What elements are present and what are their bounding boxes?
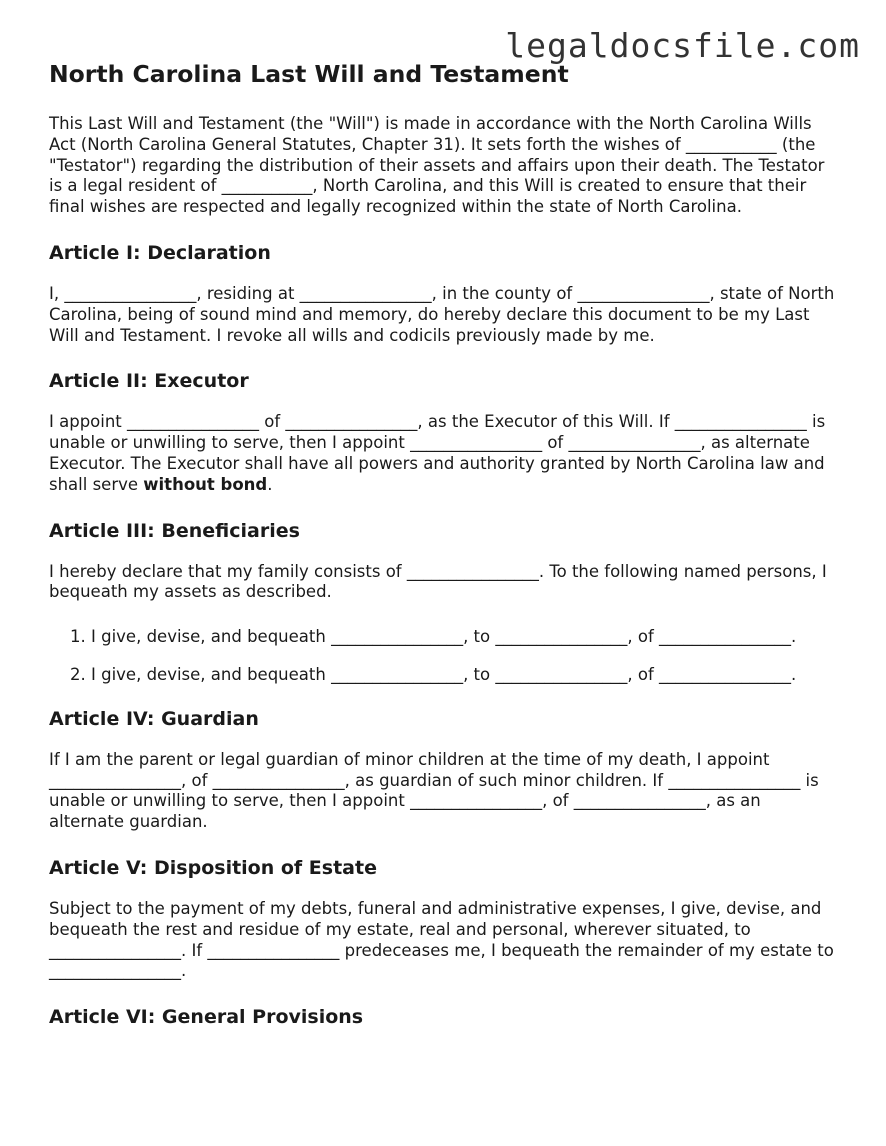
bequest-item-2: 2. I give, devise, and bequeath ________________, to ________________, of ________________.	[91, 665, 839, 686]
article-4-heading: Article IV: Guardian	[49, 707, 259, 730]
article-5-heading: Article V: Disposition of Estate	[49, 856, 377, 879]
article-1-heading: Article I: Declaration	[49, 241, 271, 264]
article-6-heading: Article VI: General Provisions	[49, 1006, 364, 1029]
article-3-text: I hereby declare that my family consists of ________________. To the following named persons, I bequeath my assets as described.	[49, 561, 827, 602]
article-5-text: Subject to the payment of my debts, funeral and administrative expenses, I give, devise, and bequeath the rest and residue of my estate, real and personal, wherever situated, to ________________. If ________________ predeceases me, I bequeath the remainder of my estate to ________________.	[49, 898, 834, 981]
article-2-text	[49, 412, 839, 495]
article-3-heading: Article III: Beneficiaries	[49, 519, 300, 542]
intro-paragraph: This Last Will and Testament (the "Will") is made in accordance with the North Carolina Wills Act (North Carolina General Statutes, Chapter 31). It sets forth the wishes of ___________ (the "Testator") regarding the distribution of their assets and affairs upon their death. The Testator is a legal resident of ___________, North Carolina, and this Will is created to ensure that their final wishes are respected and legally recognized within the state of North Carolina.	[49, 114, 825, 217]
document-page	[49, 60, 839, 1048]
without-bond-emphasis: without bond	[143, 474, 268, 494]
site-watermark: legaldocsfile.com	[505, 26, 860, 65]
bequest-list	[49, 627, 839, 686]
article-2-text-main: I appoint ________________ of ________________, as the Executor of this Will. If ________________ is unable or unwilling to serve, then I appoint ________________ of ________________, as alternate Executor. The Executor shall have all powers and authority granted by North Carolina law and shall serve	[49, 412, 826, 494]
bequest-item-1: 1. I give, devise, and bequeath ________________, to ________________, of ________________.	[91, 627, 839, 648]
article-2-heading: Article II: Executor	[49, 370, 249, 393]
document-title: North Carolina Last Will and Testament	[49, 60, 569, 88]
article-1-text: I, ________________, residing at ________________, in the county of ________________, state of North Carolina, being of sound mind and memory, do hereby declare this document to be my Last Will and Testament. I revoke all wills and codicils previously made by me.	[49, 283, 835, 345]
article-4-text: If I am the parent or legal guardian of minor children at the time of my death, I appoint ________________, of ________________, as guardian of such minor children. If ________________ is unable or unwilling to serve, then I appoint ________________, of ________________, as an alternate guardian.	[49, 749, 819, 832]
article-2-text-end: .	[267, 474, 273, 494]
